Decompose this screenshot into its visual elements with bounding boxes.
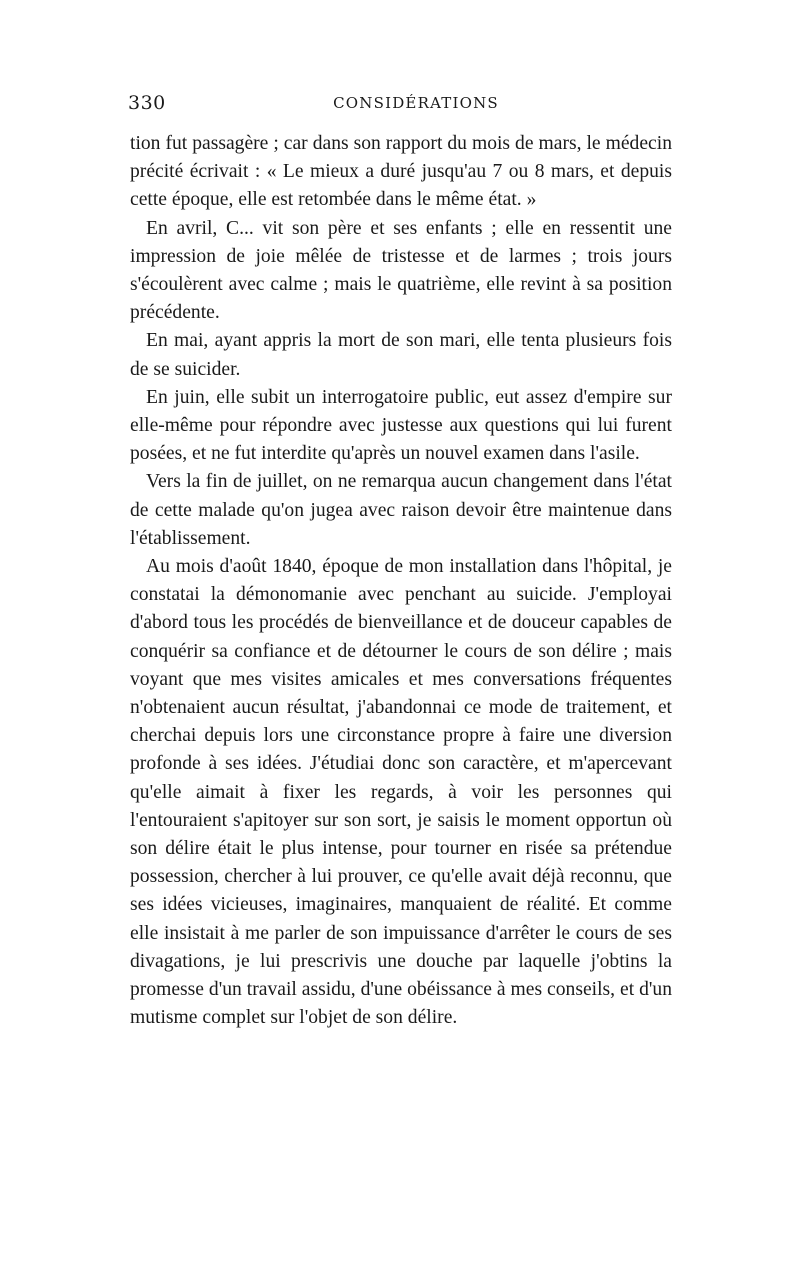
- paragraph-continuation: tion fut passagère ; car dans son rapport du mois de mars, le médecin précité écrivait : « Le mieux a duré jusqu'au 7 ou 8 mars, et depuis cette époque, elle est retombée dans le même état. »: [130, 133, 672, 211]
- running-title: CONSIDÉRATIONS: [333, 94, 499, 112]
- paragraph-aout: Au mois d'août 1840, époque de mon installation dans l'hôpital, je constatai la démonomanie avec penchant au suicide. J'employai d'abord tous les procédés de bienveillance et de douceur capables de conquérir sa confiance et de détourner le cours de son délire ; mais voyant que mes visites amicales et mes conversations fréquentes n'obtenaient aucun résultat, j'abandonnai ce mode de traitement, et cherchai depuis lors une circonstance propre à faire une diversion profonde à ses idées. J'étudiai donc son caractère, et m'apercevant qu'elle aimait à fixer les regards, à voir les personnes qui l'entouraient s'apitoyer sur son sort, je saisis le moment opportun où son délire était le plus intense, pour tourner en risée sa prétendue possession, chercher à lui prouver, ce qu'elle avait déjà reconnu, que ses idées vicieuses, imaginaires, manquaient de réalité. Et comme elle insistait à me parler de son impuissance d'arrêter le cours de ses divagations, je lui prescrivis une douche par laquelle j'obtins la promesse d'un travail assidu, d'une obéissance à mes conseils, et d'un mutisme complet sur l'objet de son délire.: [130, 556, 672, 1029]
- body-text: [130, 130, 672, 1033]
- paragraph-avril: En avril, C... vit son père et ses enfants ; elle en ressentit une impression de joie mêlée de tristesse et de larmes ; trois jours s'écoulèrent avec calme ; mais le quatrième, elle revint à sa position précédente.: [130, 217, 672, 324]
- paragraph-mai: En mai, ayant appris la mort de son mari, elle tenta plusieurs fois de se suicider.: [130, 330, 672, 380]
- paragraph-juin: En juin, elle subit un interrogatoire public, eut assez d'empire sur elle-même pour répondre avec justesse aux questions qui lui furent posées, et ne fut interdite qu'après un nouvel examen dans l'asile.: [130, 386, 672, 465]
- paragraph-juillet: Vers la fin de juillet, on ne remarqua aucun changement dans l'état de cette malade qu'on jugea avec raison devoir être maintenue dans l'établissement.: [130, 471, 672, 549]
- page-number: 330: [128, 92, 166, 114]
- running-head: [128, 92, 674, 116]
